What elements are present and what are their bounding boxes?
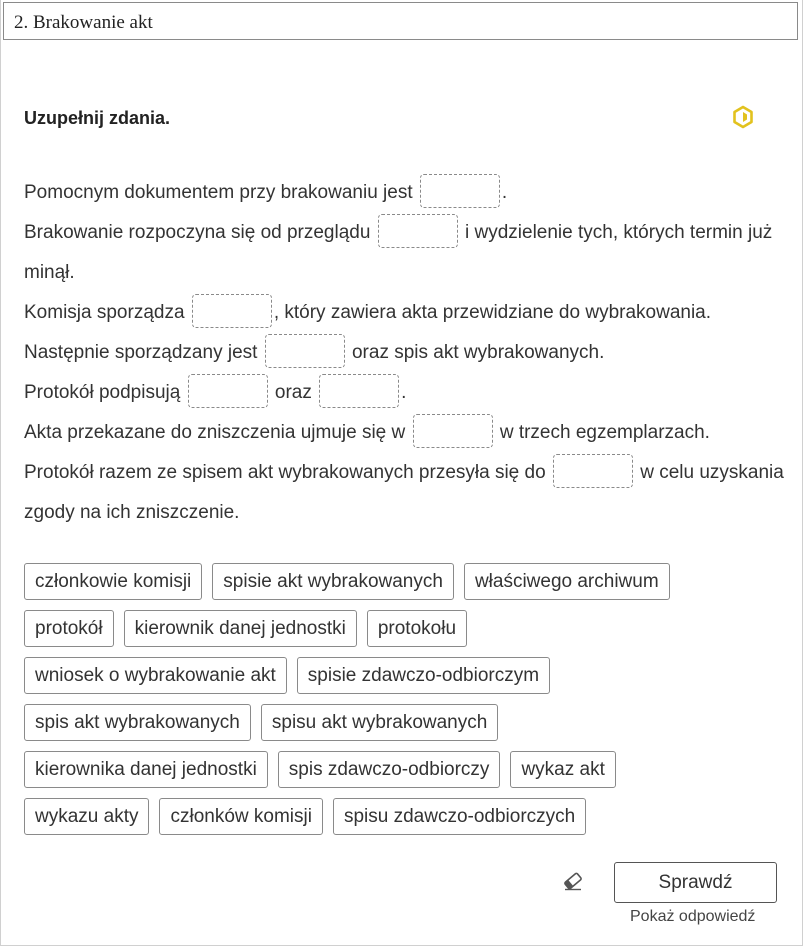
sentence-text: Komisja sporządza (24, 302, 185, 323)
drop-blank-2[interactable] (378, 214, 458, 248)
drop-blank-1[interactable] (420, 174, 500, 208)
sentence-text: . (401, 382, 407, 403)
word-chip[interactable]: protokołu (367, 610, 467, 647)
word-chip[interactable]: spis zdawczo-odbiorczy (278, 751, 501, 788)
word-chip[interactable]: protokół (24, 610, 114, 647)
drop-blank-3[interactable] (192, 294, 272, 328)
word-chip[interactable]: kierownik danej jednostki (124, 610, 357, 647)
word-chip[interactable]: właściwego archiwum (464, 563, 670, 600)
exercise-instruction: Uzupełnij zdania. (24, 108, 171, 128)
word-chip[interactable]: wykaz akt (510, 751, 615, 788)
sentence-text: i wydzielenie tych, których termin już minął. (24, 222, 773, 283)
sentence-text: w trzech egzemplarzach. (499, 422, 710, 443)
exercise-title: 2. Brakowanie akt (14, 12, 153, 33)
word-chip[interactable]: członkowie komisji (24, 563, 202, 600)
sentence-text: Protokół razem ze spisem akt wybrakowanych przesyła się do (24, 462, 546, 483)
drop-blank-6[interactable] (319, 374, 399, 408)
sentence-text: oraz (274, 382, 312, 403)
sentence-text: , który zawiera akta przewidziane do wybrakowania. (273, 302, 712, 323)
word-chip[interactable]: członków komisji (159, 798, 322, 835)
sentence-text: Pomocnym dokumentem przy brakowaniu jest (24, 182, 413, 203)
word-chip[interactable]: spisie zdawczo-odbiorczym (297, 657, 550, 694)
word-chip[interactable]: spisu akt wybrakowanych (261, 704, 498, 741)
word-chip[interactable]: spisu zdawczo-odbiorczych (333, 798, 586, 835)
word-chip[interactable]: wykazu akty (24, 798, 149, 835)
sentence-text: Następnie sporządzany jest (24, 342, 258, 363)
sentence-text: Protokół podpisują (24, 382, 181, 403)
eraser-icon[interactable] (562, 871, 584, 891)
sentence-text: w celu uzyskania zgody na ich zniszczenie. (24, 462, 784, 523)
exercise-title-bar (3, 2, 798, 40)
drop-blank-7[interactable] (413, 414, 493, 448)
sentence-text: oraz spis akt wybrakowanych. (351, 342, 605, 363)
sentence-text: Brakowanie rozpoczyna się od przeglądu (24, 222, 371, 243)
drop-blank-4[interactable] (265, 334, 345, 368)
word-chip[interactable]: wniosek o wybrakowanie akt (24, 657, 287, 694)
word-chip[interactable]: spisie akt wybrakowanych (212, 563, 454, 600)
show-answer-link[interactable]: Pokaż odpowiedź (630, 908, 756, 925)
word-chip[interactable]: spis akt wybrakowanych (24, 704, 251, 741)
sentence-text: Akta przekazane do zniszczenia ujmuje się w (24, 422, 406, 443)
sentence-text: . (501, 182, 508, 203)
gap-fill-text (24, 173, 784, 533)
hexagon-badge-icon (732, 105, 754, 129)
check-button[interactable]: Sprawdź (614, 862, 777, 903)
drop-blank-5[interactable] (188, 374, 268, 408)
drop-blank-8[interactable] (553, 454, 633, 488)
word-bank (24, 563, 724, 835)
word-chip[interactable]: kierownika danej jednostki (24, 751, 268, 788)
